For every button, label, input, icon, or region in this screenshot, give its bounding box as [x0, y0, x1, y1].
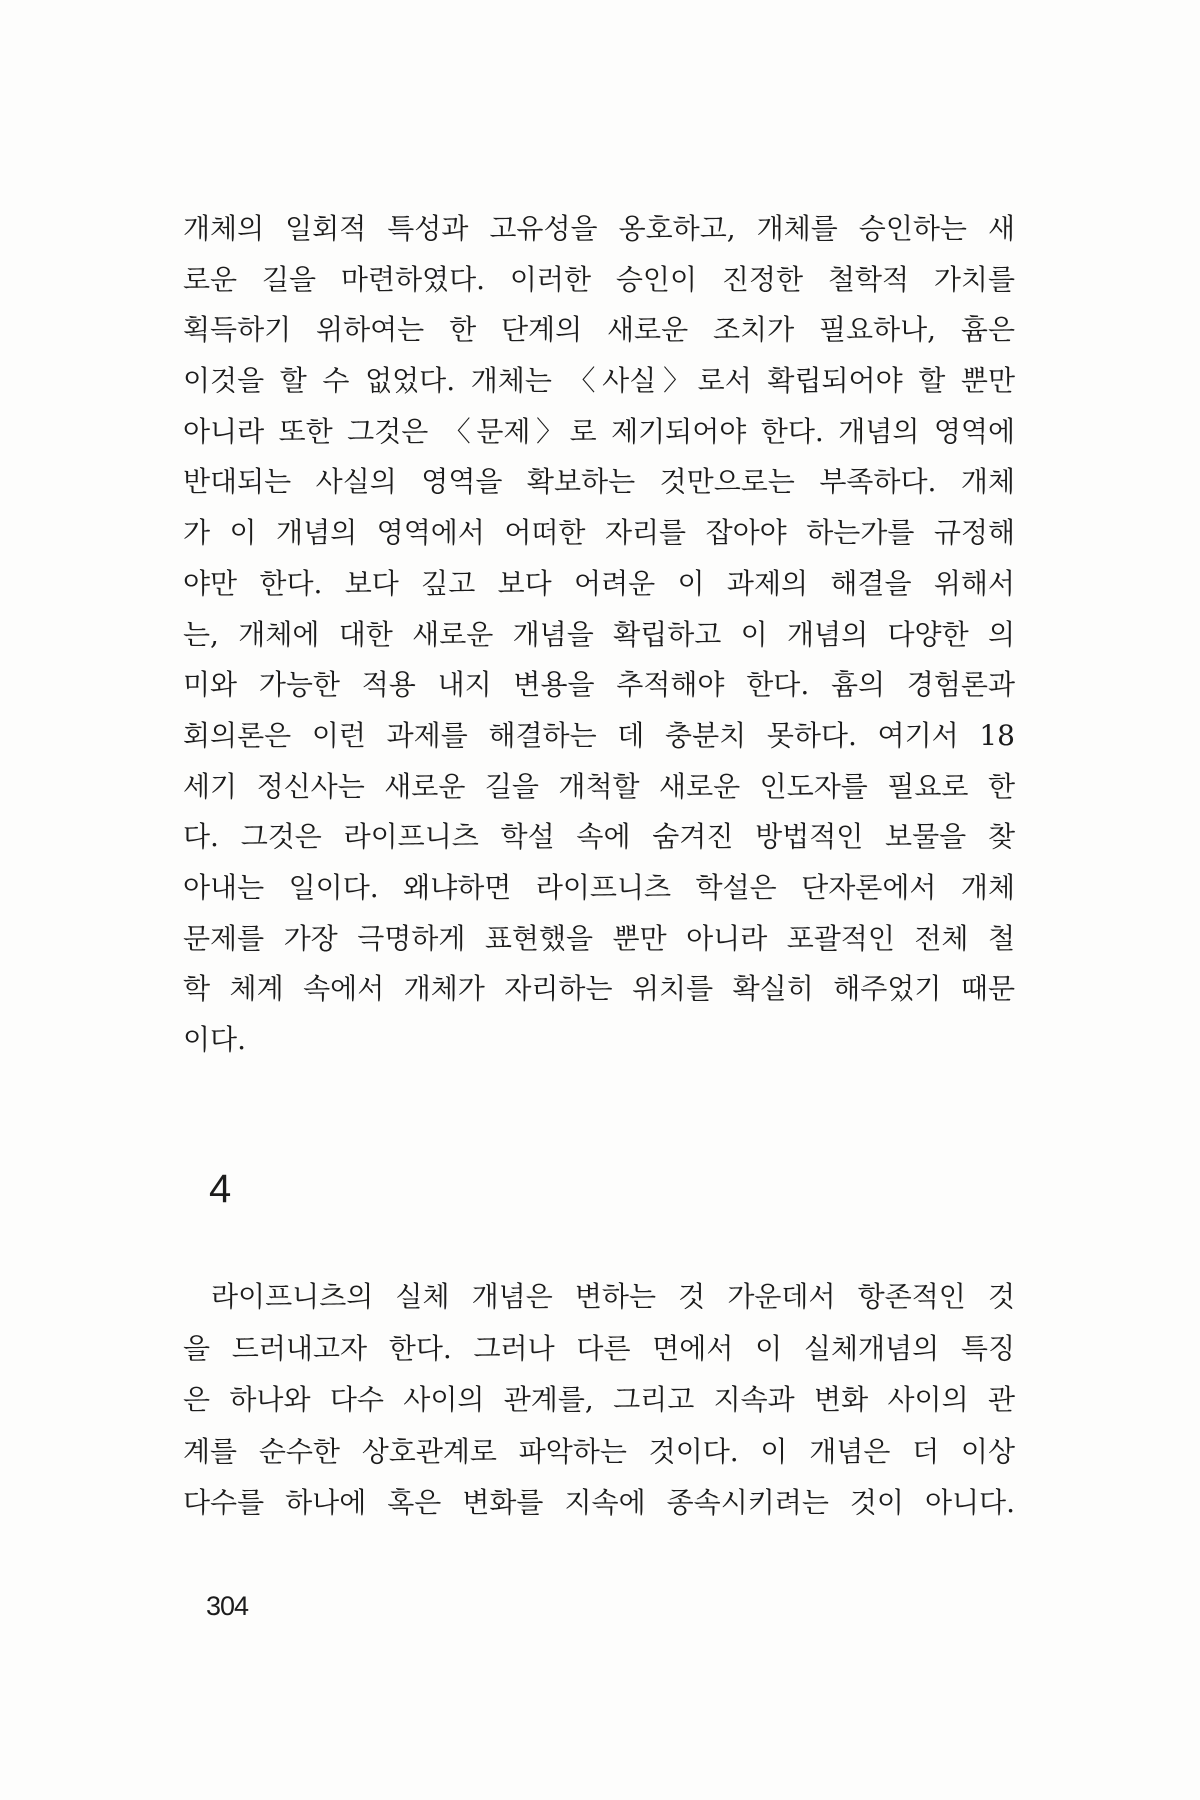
- text-line: 미와 가능한 적용 내지 변용을 추적해야 한다. 흄의 경험론과: [183, 668, 1015, 702]
- text-line: 다. 그것은 라이프니츠 학설 속에 숨겨진 방법적인 보물을 찾: [183, 820, 1015, 854]
- text-line-last: 이다.: [183, 1023, 246, 1056]
- paragraph-2: [183, 1271, 1015, 1529]
- text-line: 계를 순수한 상호관계로 파악하는 것이다. 이 개념은 더 이상: [183, 1434, 1015, 1468]
- text-line: 아니라 또한 그것은 〈문제〉로 제기되어야 한다. 개념의 영역에: [183, 414, 1015, 448]
- text-line: 개체의 일회적 특성과 고유성을 옹호하고, 개체를 승인하는 새: [183, 212, 1015, 245]
- text-line: 반대되는 사실의 영역을 확보하는 것만으로는 부족하다. 개체: [183, 465, 1015, 499]
- text-line: 가 이 개념의 영역에서 어떠한 자리를 잡아야 하는가를 규정해: [183, 516, 1015, 550]
- text-line-first: 라이프니츠의 실체 개념은 변하는 것 가운데서 항존적인 것: [211, 1280, 1015, 1313]
- text-line: 아내는 일이다. 왜냐하면 라이프니츠 학설은 단자론에서 개체: [183, 870, 1015, 904]
- text-line: 는, 개체에 대한 새로운 개념을 확립하고 이 개념의 다양한 의: [183, 617, 1015, 651]
- page-number: 304: [206, 1591, 249, 1621]
- text-line: 을 드러내고자 한다. 그러나 다른 면에서 이 실체개념의 특징: [183, 1331, 1015, 1365]
- text-line: 회의론은 이런 과제를 해결하는 데 충분치 못하다. 여기서 18: [183, 718, 1015, 752]
- paragraph-1: [183, 204, 1015, 1066]
- text-line: 다수를 하나에 혹은 변화를 지속에 종속시키려는 것이 아니다.: [183, 1486, 1015, 1519]
- text-line: 야만 한다. 보다 깊고 보다 어려운 이 과제의 해결을 위해서: [183, 566, 1015, 600]
- text-line: 이것을 할 수 없었다. 개체는 〈사실〉로서 확립되어야 할 뿐만: [183, 364, 1015, 398]
- text-line: 로운 길을 마련하였다. 이러한 승인이 진정한 철학적 가치를: [183, 262, 1015, 296]
- text-line: 세기 정신사는 새로운 길을 개척할 새로운 인도자를 필요로 한: [183, 769, 1015, 803]
- text-line: 문제를 가장 극명하게 표현했을 뿐만 아니라 포괄적인 전체 철: [183, 921, 1015, 955]
- section-number: 4: [209, 1167, 232, 1211]
- text-line: 학 체계 속에서 개체가 자리하는 위치를 확실히 해주었기 때문: [183, 972, 1015, 1006]
- text-line: 획득하기 위하여는 한 단계의 새로운 조치가 필요하나, 흄은: [183, 313, 1015, 347]
- text-line: 은 하나와 다수 사이의 관계를, 그리고 지속과 변화 사이의 관: [183, 1383, 1015, 1416]
